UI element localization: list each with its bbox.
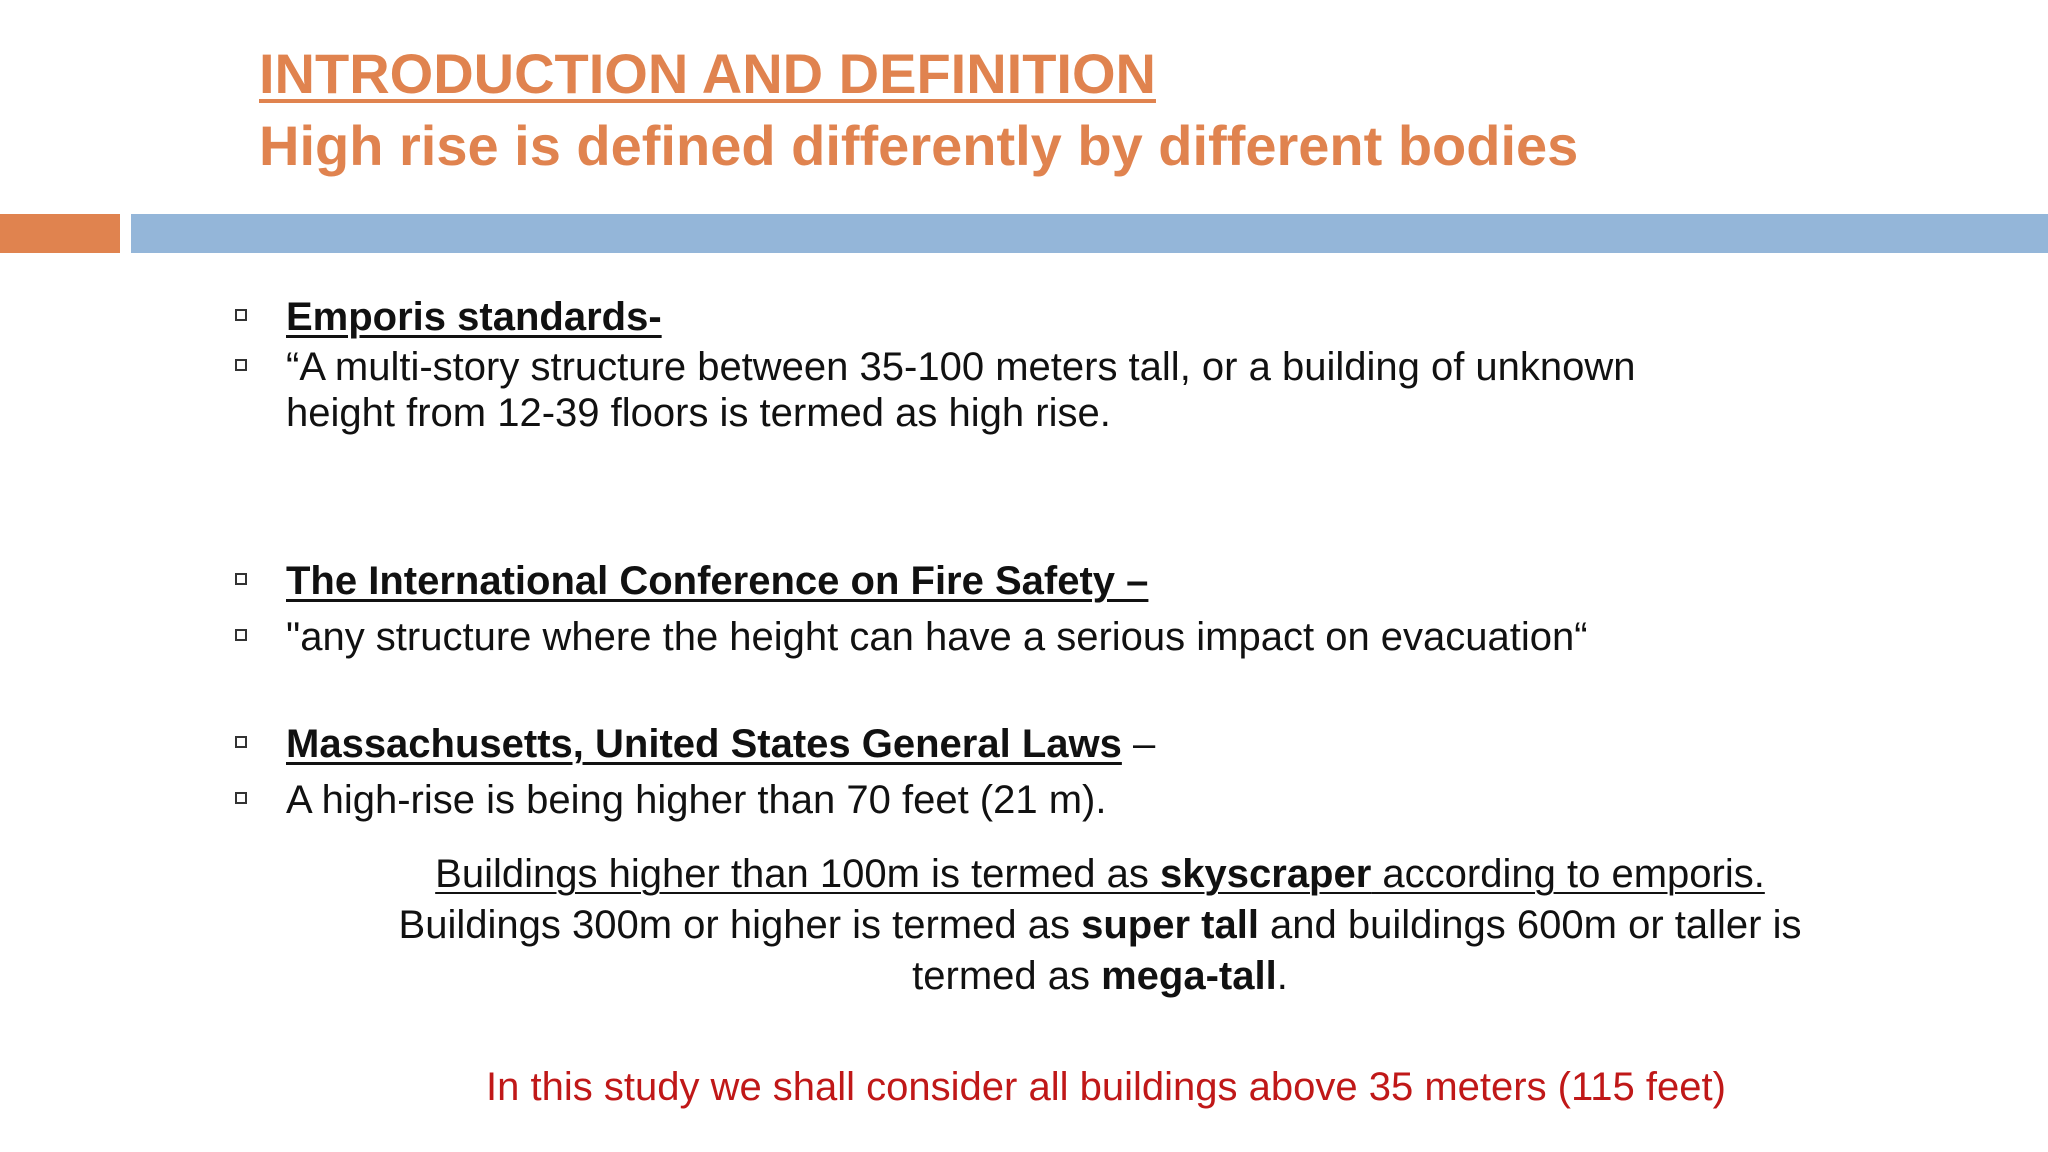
emporis-heading: Emporis standards-	[286, 295, 662, 339]
summary-line1-underlined	[435, 852, 1765, 896]
bullet-icfs-definition	[235, 614, 1795, 660]
summary-line3	[250, 951, 1950, 1002]
square-bullet-icon	[235, 736, 247, 748]
summary-line1-pre: Buildings higher than 100m is termed as	[435, 852, 1161, 896]
summary-line2-pre: Buildings 300m or higher is termed as	[398, 903, 1082, 947]
bullet-icfs-heading	[235, 558, 1795, 604]
emporis-definition-line2: height from 12-39 floors is termed as high rise.	[286, 391, 1111, 435]
mass-heading-line	[286, 721, 1795, 767]
mass-dash: –	[1121, 722, 1156, 766]
mass-heading: Massachusetts, United States General Laws	[286, 722, 1122, 766]
bullet-emporis-definition	[235, 344, 1795, 436]
term-super-tall: super tall	[1081, 903, 1259, 947]
summary-line2	[250, 900, 1950, 951]
square-bullet-icon	[235, 792, 247, 804]
icfs-definition: "any structure where the height can have a serious impact on evacuation“	[286, 615, 1588, 659]
summary-line1	[250, 849, 1950, 900]
mass-definition: A high-rise is being higher than 70 feet (21 m).	[286, 778, 1107, 822]
square-bullet-icon	[235, 629, 247, 641]
icfs-heading: The International Conference on Fire Safety –	[286, 559, 1149, 603]
height-classification-summary	[250, 849, 1950, 1002]
title-subheading: High rise is defined differently by different bodies	[259, 114, 1579, 177]
square-bullet-icon	[235, 573, 247, 585]
bullet-mass-heading	[235, 721, 1795, 767]
summary-line2-post: and buildings 600m or taller is	[1258, 903, 1802, 947]
title-heading: INTRODUCTION AND DEFINITION	[259, 42, 1156, 105]
bullet-mass-definition	[235, 777, 1795, 823]
square-bullet-icon	[235, 359, 247, 371]
study-scope-note: In this study we shall consider all buildings above 35 meters (115 feet)	[486, 1065, 1726, 1109]
bullet-emporis-heading	[235, 294, 1795, 340]
emporis-definition-line1: “A multi-story structure between 35-100 meters tall, or a building of unknown	[286, 345, 1636, 389]
term-skyscraper: skyscraper	[1160, 852, 1372, 896]
term-mega-tall: mega-tall	[1101, 954, 1277, 998]
square-bullet-icon	[235, 309, 247, 321]
summary-line3-pre: termed as	[912, 954, 1102, 998]
summary-line1-post: according to emporis.	[1371, 852, 1765, 896]
summary-line3-post: .	[1276, 954, 1288, 998]
